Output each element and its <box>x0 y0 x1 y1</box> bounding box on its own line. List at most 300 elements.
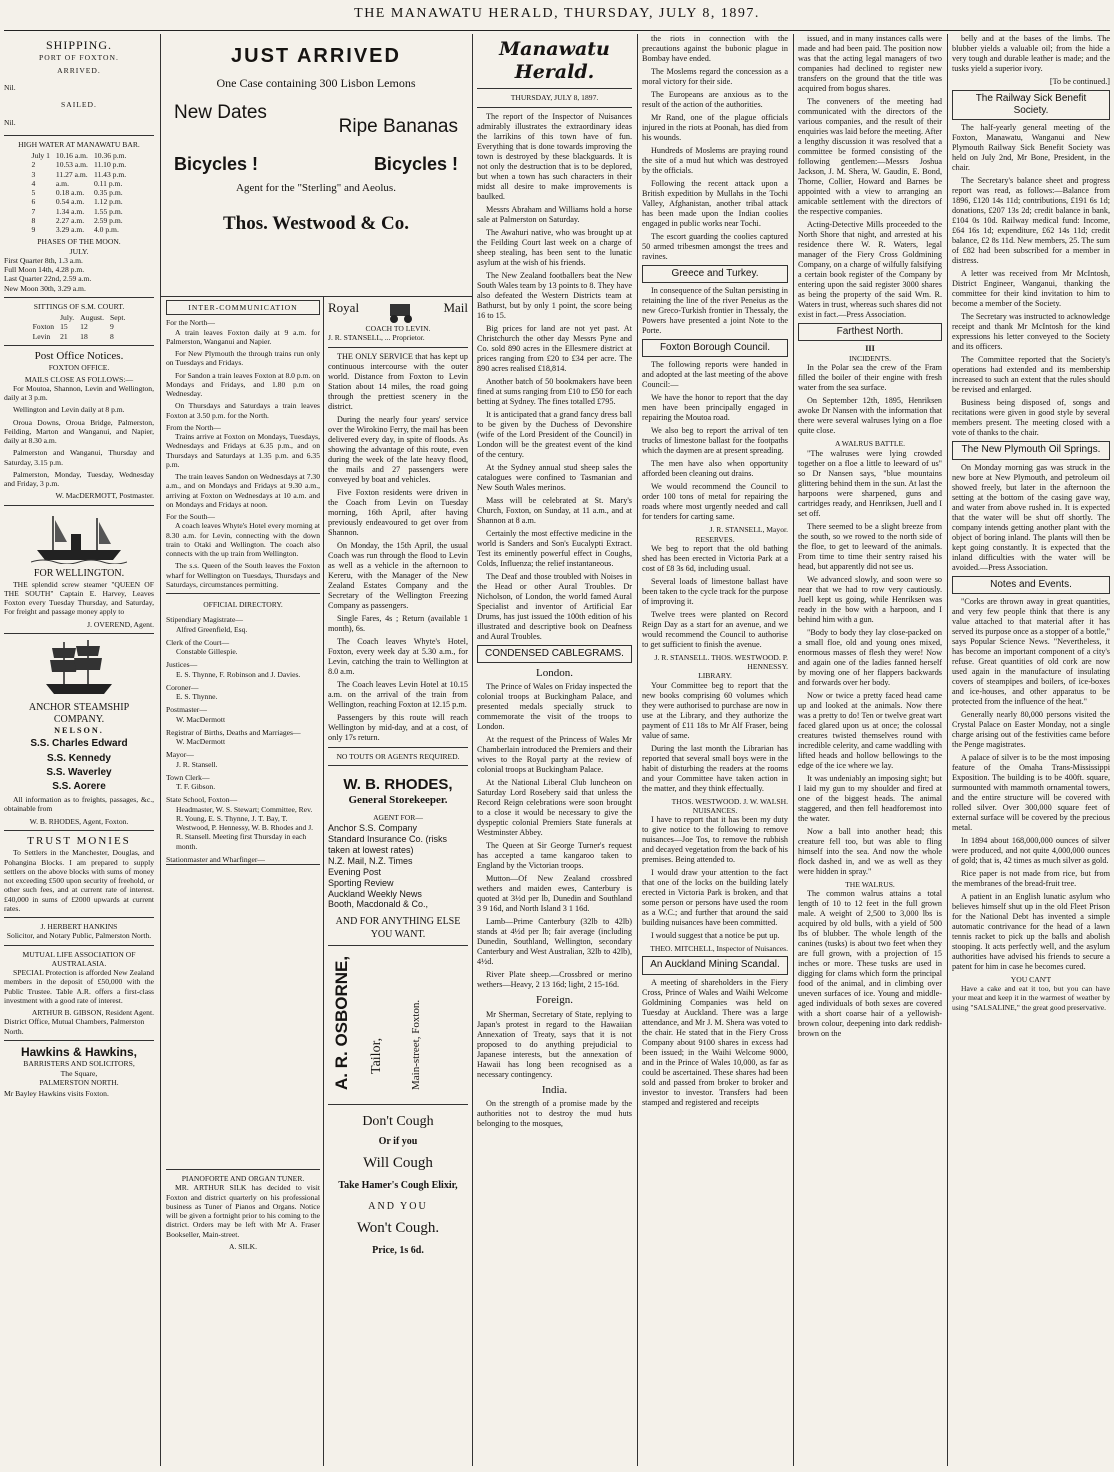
farthest-paragraphs <box>798 363 942 436</box>
coach-text <box>328 352 468 743</box>
agent-for: AGENT FOR— <box>373 813 423 823</box>
inter-heading: INTER-COMMUNICATION <box>166 300 320 315</box>
shipping-heading: SHIPPING. <box>45 38 112 52</box>
column-intercommunication <box>166 300 320 1466</box>
railway-paragraph: A letter was received from Mr McIntosh, District Engineer, Wanganui, thanking the committee for their kind invitation to him to become a member of the Society. <box>952 269 1110 309</box>
editorial-paragraph: The Deaf and those troubled with Noises in the Head or other Aural Troubles. Dr Nicholson, of London, the world famed Aural Specialist and inventor of Artificial Ear Drums, has just issued the 100th edition of his illustrated and descriptive book on Deafness and Aural Troubles. <box>477 571 632 641</box>
high-water-row-cell: 11.43 p.m. <box>93 169 127 179</box>
agency-item: Auckland Weekly News <box>328 888 422 899</box>
sailed-label: SAILED. <box>61 100 97 110</box>
column-shipping <box>4 34 154 1466</box>
paper-date: THURSDAY, JULY 8, 1897. <box>510 93 599 103</box>
storekeeper-line: General Storekeeper. <box>348 794 448 807</box>
moon-phase: New Moon 30th, 3.29 a.m. <box>4 283 86 293</box>
oil-heading: The New Plymouth Oil Springs. <box>952 441 1110 459</box>
touts-line: NO TOUTS OR AGENTS REQUIRED. <box>336 751 460 761</box>
hawkins-square: The Square, <box>60 1068 98 1078</box>
reserves-heading: RESERVES. <box>695 534 735 544</box>
directory-list <box>166 615 320 851</box>
foreign-heading: Foreign. <box>536 994 573 1007</box>
piano-heading: PIANOFORTE AND ORGAN TUNER. <box>181 1174 305 1183</box>
high-water-row <box>29 216 130 225</box>
mail-time: Palmerston and Wanganui, Thursday and Saturday, 3.15 p.m. <box>4 448 154 467</box>
sailed-value: Nil. <box>4 117 16 127</box>
reserves-paragraph: We beg to report that the old bathing shed has been erected in Victoria Park at a cost of £8 3s 6d, including usual. <box>642 543 788 573</box>
council-paragraphs <box>642 360 788 522</box>
high-water-row-cell: 11.27 a.m. <box>55 169 88 179</box>
london-paragraph: At the request of the Princess of Wales Mr Chamberlain introduced the Premiers and their wives to the Royal party at the review of colonial troops at Buckingham Palace. <box>477 735 632 775</box>
railway-paragraph: The Secretary's balance sheet and progress report was read, as follows:—Balance from 1896, £120 14s 11d; contributions, £191 6s 1d; donations, £207 13s 2d; credit balance in bank, £104 0s 10d. Railway medical fund: Income, £64 16s 1d; expenditure, £62 14s 11d; credit balance, £2 8s 11d. New members, 25. The sum of £82 had been subscribed for a member in distress. <box>952 176 1110 266</box>
london-paragraph: The Prince of Wales on Friday inspected the colonial troops at Buckingham Palace, and presented medals specially struck to commemorate the visit of the troops to London. <box>477 682 632 732</box>
court-row <box>30 322 129 331</box>
agency-item: Standard Insurance Co. (risks taken at lowest rates) <box>328 833 448 855</box>
mail-times <box>4 384 154 489</box>
court-row-cell: 8 <box>110 331 114 341</box>
high-water-row-cell: 10.53 a.m. <box>55 160 88 170</box>
coach-paragraph: THE ONLY SERVICE that has kept up continuous intercourse with the outer world. Distance from Foxton to Levin Station about 14 miles, the road going through the prettiest scenery in the district. <box>328 351 468 411</box>
directory-heading: OFFICIAL DIRECTORY. <box>203 600 283 609</box>
gibson-sign: ARTHUR B. GIBSON, Resident Agent. <box>31 1008 154 1017</box>
london-paragraph: The Queen at Sir George Turner's request has accepted a tame kangaroo taken to England by the Victorian troops. <box>477 841 632 871</box>
high-water-row-cell: 0.35 p.m. <box>93 188 123 198</box>
cant-text: Have a cake and eat it too, but you can have your meat and keep it in the warmest of weather by using "SALSALINE," the great good preservative. <box>952 984 1110 1012</box>
nuisances-paragraphs <box>642 815 788 941</box>
column-divider <box>947 34 948 1466</box>
high-water-row-cell: 2 <box>31 160 36 170</box>
silk-sign: A. SILK. <box>228 1241 258 1251</box>
hawkins-sub: BARRISTERS AND SOLICITORS, <box>23 1059 135 1069</box>
dates-line: New Dates <box>174 102 267 124</box>
oil-text: On Monday morning gas was struck in the new bore at New Plymouth, and petroleum oil showed freely, but later in the afternoon the setting at the bottom of the casing gave way, and water from above rushed in. It is expected that the water will be shut off shortly. The company intends getting another plant with the object of boring inland. The plants will then be kept going constantly. It is expected that the inland difficulties with the water will be avoided.—Press Association. <box>952 462 1110 572</box>
ship-name: S.S. Waverley <box>46 766 112 778</box>
railway-paragraph: The Committee reported that the Society's operations had extended and its membership increased to such an extent that the rules should be revised and enlarged. <box>952 355 1110 395</box>
news-paragraph: The conveners of the meeting had communicated with the directors of the various companies, and the result of their enquiries was laid before the meeting. After a lengthy discussion it was resolved that a committee be formed consisting of the following gentlemen:—Messrs Joshua Jackson, J. M. Shera, W. Gaudin, E. Bond, Thorne, Collier, Howard and Barnes be appointed with a view to arranging an amicable settlement with the directors of the respective companies. <box>798 97 942 216</box>
ships-list <box>4 738 154 793</box>
high-water-row-cell: a.m. <box>55 178 69 188</box>
high-water-row-cell: 10.36 p.m. <box>93 151 127 161</box>
greece-text: In consequence of the Sultan persisting in retaining the line of the river Peneius as the new Greco-Turkish frontier in Thessaly, the Powers have presented a joint Note to the Porte. <box>642 286 788 336</box>
wellington-sign: J. OVEREND, Agent. <box>87 619 154 629</box>
coach-paragraph: Five Foxton residents were driven in the Coach from Levin on Tuesday morning, 16th April, after having previously endeavoured to get over from Shannon. <box>328 487 468 537</box>
london-paragraph: At the National Liberal Club luncheon on Saturday Lord Rosebery said that unless the Record Reign celebrations were soon brought to a close it would be necessary to give the dyspeptic colonial Premiers State funerals at Westminster Abbey. <box>477 778 632 838</box>
council-sign: J. R. STANSELL, Mayor. <box>709 525 788 535</box>
court-row-cell: 18 <box>80 331 88 341</box>
directory-holder: E. S. Thynne, F. Robinson and J. Davies. <box>176 669 301 679</box>
high-water-row-cell: 1.12 p.m. <box>93 197 123 207</box>
high-water-row <box>29 225 130 234</box>
train-note: For Sandon a train leaves Foxton at 8.0 p.m. on Mondays and Fridays, and 1.80 p.m on Wednesday. <box>166 370 320 398</box>
wont-cough: Won't Cough. <box>356 1219 440 1236</box>
south-heading: For the South— <box>166 512 215 521</box>
coach-paragraph: Single Fares, 4s ; Return (available 1 month), 6s. <box>328 613 468 633</box>
osborne-ad <box>328 950 468 1100</box>
cablegrams-heading: CONDENSED CABLEGRAMS. <box>477 645 632 663</box>
reserves-paragraphs <box>642 544 788 650</box>
directory-office: Postmaster— <box>166 705 207 715</box>
directory-holder: T. F. Gibson. <box>176 782 216 791</box>
walrus-paragraph: belly and at the bases of the limbs. The blubber yields a valuable oil; from the hide a very tough and durable leather is made; and the tusks yield a superior ivory. <box>952 34 1110 73</box>
high-water-row <box>29 151 130 160</box>
court-row-cell: 12 <box>80 322 88 332</box>
notes-paragraph: A palace of silver is to be the most imposing feature of the Omaha Trans-Mississippi Exposition. The building is to be 400ft. square, surmounted with mammoth ornamental towers, and the entire structure will be covered with rolled silver. Over 300,000 square feet of external surface will be covered by the precious metal. <box>952 752 1110 832</box>
high-water-row-cell: 0.18 a.m. <box>55 188 85 198</box>
library-heading: LIBRARY. <box>698 671 732 681</box>
moon-month: JULY. <box>69 246 89 256</box>
high-water-row-cell: 2.59 p.m. <box>93 215 123 225</box>
masthead-rule <box>4 30 1110 31</box>
ad-rule <box>160 296 472 297</box>
editorial-paragraph: Messrs Abraham and Williams hold a horse sale at Palmerston on Saturday. <box>477 204 632 224</box>
column-coach <box>328 300 468 1466</box>
just-arrived-heading: JUST ARRIVED <box>231 45 401 67</box>
agency-item: Anchor S.S. Company <box>328 822 418 833</box>
battle-paragraph: It was undeniably an imposing sight; but I laid my gun to my shoulder and fired at one of the biggest heads. The animal staggered, and then fell headforemost into the water. <box>798 773 942 823</box>
moon-heading: PHASES OF THE MOON. <box>37 237 121 247</box>
high-water-row-cell: 1.34 a.m. <box>55 206 85 216</box>
foreign-text: Mr Sherman, Secretary of State, replying to Japan's protest in regard to the Hawaiian Annexation of Treaty, says that it is not proposed to do anything prejudicial to Japanese interests, but the annexation of Hawaii has long been recognised as a necessary contingency. <box>477 1009 632 1079</box>
hawkins-heading: Hawkins & Hawkins, <box>20 1044 138 1059</box>
will-cough: Will Cough <box>363 1155 433 1172</box>
railway-paragraph: Business being disposed of, songs and recitations were given in good style by several members present. The meeting closed with a vote of thanks to the chair. <box>952 398 1110 438</box>
sailing-ship-icon <box>44 638 114 698</box>
and-you: AND YOU <box>368 1200 428 1212</box>
stationmaster-label: Stationmaster and Wharfinger— <box>166 855 320 865</box>
court-header <box>30 313 129 322</box>
coach-icon <box>386 300 416 324</box>
agency-item: Booth, Macdonald & Co., <box>328 899 429 910</box>
news-paragraph: the riots in connection with the precautions against the bubonic plague in Bombay have ended. <box>642 34 788 63</box>
train-note: Trains arrive at Foxton on Mondays, Tuesdays, Wednesdays and Fridays at 6.35 p.m., and on Thursdays and Saturdays at 1.35 p.m. and 6.35 p.m. <box>166 432 320 469</box>
railway-paragraph: The half-yearly general meeting of the Foxton, Manawatu, Wanganui and New Plymouth Railway Sick Benefit Society was held on July 2nd, Mr Bone, President, in the chair. <box>952 123 1110 173</box>
high-water-row <box>29 197 130 206</box>
anchor-text: All information as to freights, passages, &c., obtainable from <box>4 795 154 814</box>
news-paragraph: Acting-Detective Mills proceeded to the North Shore that night, and arrested at his residence there W. R. Waters, legal manager of the Fiery Cross Goldmining Company, on a charge of wilfully falsifying a certain book register of the Company by entering upon the said register 3000 shares as being the property of the said Wm. R. Waters in trust, whereas such shares did not exist in fact.—Press Association. <box>798 220 942 319</box>
railway-paragraph: The Secretary was instructed to acknowledge receipt and thank Mr McIntosh for the kind expressions his letter conveyed to the Society and its officers. <box>952 312 1110 352</box>
india-text: On the strength of a promise made by the authorities not to destroy the mud huts belonging to the mosques, <box>477 1099 632 1128</box>
court-row-cell: 9 <box>110 322 114 332</box>
hankins-name: J. HERBERT HANKINS <box>40 922 118 931</box>
south-list <box>166 521 320 589</box>
high-water-row-cell: 4.0 p.m. <box>93 225 119 235</box>
editorial-paragraph: Certainly the most effective medicine in the world is Sanders and Son's Eucalypti Extract. Test its eminently powerful effect in Coughs, Colds, Influenza; the relief instantaneous. <box>477 528 632 568</box>
hawkins-town: PALMERSTON NORTH. <box>39 1077 119 1087</box>
reserves-paragraph: Twelve trees were planted on Record Reign Day as a start for an avenue, and we would recommend the Council to authorise to get sufficient to finish the avenue. <box>642 609 788 649</box>
bananas-line: Ripe Bananas <box>338 116 458 138</box>
mail-word: Mail <box>443 300 468 315</box>
column-editorial <box>477 34 632 1466</box>
osborne-street: Main-street, Foxton. <box>410 999 422 1090</box>
incidents-heading: INCIDENTS. <box>849 354 891 364</box>
editorial-paragraph: Mass will be celebrated at St. Mary's Church, Foxton, on Sunday, at 11 a.m., and at Shannon at 8 a.m. <box>477 495 632 525</box>
news-paragraph: issued, and in many instances calls were made and had been paid. The position now was that the acting legal managers of two companies had declined to register new transfers on the ground that the title was acquired from bogus shares. <box>798 34 942 93</box>
battle-paragraph: "The walruses were lying crowded together on a floe a little to leeward of us" so Dr Nansen says, "blue mountains glittering behind them in the sun. At last the harpoons were sharpened, guns and cartridges ready, and Henriksen, Juell and I set off. <box>798 448 942 518</box>
court-heading: SITTINGS OF S.M. COURT. <box>33 301 125 311</box>
cant-heading: YOU CAN'T <box>1010 974 1052 984</box>
hawkins-visit: Mr Bayley Hawkins visits Foxton. <box>4 1089 109 1099</box>
council-paragraph: We also beg to report the arrival of ten trucks of limestone ballast for the footpaths which the daymen are at present spreading. <box>642 426 788 456</box>
notes-paragraph: "Corks are thrown away in great quantities, and very few people think that there is any value attached to that material after it has served its purpose once as a stopper of a bottle," says Popular Science News. "Nevertheless, it has become an important component of a city's refuse. Great quantities of old cork are now used again in the manufacture of insulating covers of steampipes and boilers, of ice-boxes and ice-houses, and other apparatus to be protected from the influence of the heat." <box>952 596 1110 706</box>
battle-paragraphs <box>798 449 942 877</box>
moon-phases <box>4 256 154 293</box>
north-list <box>166 328 320 420</box>
greece-heading: Greece and Turkey. <box>642 265 788 283</box>
agency-list <box>328 823 468 911</box>
train-note: On Thursdays and Saturdays a train leaves Foxton at 3.50 p.m. for the North. <box>166 401 320 420</box>
page-masthead: THE MANAWATU HERALD, THURSDAY, JULY 8, 1897. <box>354 6 760 21</box>
reserves-sign: J. R. STANSELL. THOS. WESTWOOD. P. HENNESSY. <box>654 652 788 672</box>
news-paragraph: The Europeans are anxious as to the result of the action of the authorities. <box>642 90 788 109</box>
directory-holder: W. MacDermott <box>176 737 226 746</box>
railway-paragraphs <box>952 123 1110 438</box>
trust-text: To Settlers in the Manchester, Douglas, and Pohangina Blocks. I am prepared to supply settlers on the above blocks with sums of money not exceeding £500 upon security of freehold, or other such fees, and at current rate of interest. £40,000 in sums of £2000 upwards at current rates. <box>4 848 154 913</box>
library-paragraphs <box>642 681 788 794</box>
moon-phase: Full Moon 14th, 4.28 p.m. <box>4 265 85 275</box>
nuisances-heading: NUISANCES. <box>692 805 738 815</box>
rhodes-heading: W. B. RHODES, <box>343 775 453 793</box>
price-line: Price, 1s 6d. <box>372 1245 424 1257</box>
mail-time: Oroua Downs, Oroua Bridge, Palmerston, Feilding, Marton and Wanganui, and Napier, daily at 8.30 a.m. <box>4 417 154 446</box>
notes-paragraph: A patient in an English lunatic asylum who believes himself shut up in the old Fleet Prison for the National Debt has invented a simple automatic contrivance for the head of a lawn tennis racket to pick up the balls and abolish stooping. It acts perfectly well, and the asylum authorities have advised his friends to secure a patent for him in case he becomes cured. <box>952 891 1110 971</box>
high-water-row <box>29 179 130 188</box>
battle-paragraph: Now or twice a pretty faced head came up and looked at the animals. Now there was a pretty to do! Ten or twelve great wart faced glared upon us at once; the colossal creatures twisted themselves round with incredible celerity, and came waddling with lifted heads and hollow bellowings to the edge of the ice where we lay. <box>798 690 942 770</box>
court-row-cell: Levin <box>32 331 51 341</box>
editorial-paragraph: Another batch of 50 bookmakers have been fined at sums ranging from £10 to £50 for each betting at Sydney. The fines totalled £795. <box>477 376 632 406</box>
or-if-you: Or if you <box>378 1135 418 1147</box>
auckland-continued <box>798 34 942 320</box>
editorial-paragraph: At the Sydney annual stud sheep sales the catalogues were confined to Tasmanian and New South Wales merinos. <box>477 462 632 492</box>
ship-name: S.S. Aorere <box>52 780 106 792</box>
london-paragraph: River Plate sheep.—Crossbred or merino wethers—Heavy, 2 13 16d; light, 2 15-16d. <box>477 970 632 990</box>
news-paragraph: Hundreds of Moslems are praying round the site of a mud hut which was destroyed by the officials. <box>642 146 788 175</box>
court-row <box>30 332 129 341</box>
nuisances-paragraph: I would suggest that a notice be put up. <box>651 931 780 941</box>
directory-office: Clerk of the Court— <box>166 637 230 647</box>
nuisances-sign: THEO. MITCHELL, Inspector of Nuisances. <box>650 944 788 954</box>
coach-note: The s.s. Queen of the South leaves the Foxton wharf for Wellington on Tuesdays, Thursdays and Saturdays, circumstances permitting. <box>166 561 320 589</box>
court-row-cell: Foxton <box>32 322 55 332</box>
moon-phase: Last Quarter 22nd, 2.59 a.m. <box>4 274 92 284</box>
council-paragraph: The men have also when opportunity afforded been cleaning out drains. <box>642 459 788 479</box>
hamer-elixir: Take Hamer's Cough Elixir, <box>338 1180 458 1192</box>
coach-proprietor: J. R. STANSELL, ... Proprietor. <box>328 333 425 343</box>
high-water-table <box>29 151 130 234</box>
high-water-row-cell: 7 <box>31 206 36 216</box>
london-paragraph: Mutton—Of New Zealand crossbred wethers and maiden ewes, Canterbury is quoted at 3½d per lb, Dunedin and Southland 3 9 16d, and North Island 3 1 16d. <box>477 874 632 914</box>
auckland-text: A meeting of shareholders in the Fiery Cross, Prince of Wales and Waihi Welcome Goldmining Companies was held on Tuesday at Auckland. There was a large attendance, and Mr J. M. Shera was voted to the chair. He stated that in the Fiery Cross Company about 9100 shares in excess had been issued; in the Waihi Welcome 9000, and in the Prince of Wales 10,000, as far as could be ascertained. These shares had been sold and passed from broker to broker and investor to investor. Transfers had been stamped and registered and receipts <box>642 977 788 1107</box>
auckland-heading: An Auckland Mining Scandal. <box>642 956 788 974</box>
london-paragraph: Lamb—Prime Canterbury (32lb to 42lb) stands at 4½d per lb; fair average (including Dunedin, Southland, Wellington, secondary Canterbury and West Australian, 32lb to 42lb), 4½d. <box>477 917 632 967</box>
wellington-text: THE splendid screw steamer "QUEEN OF THE SOUTH" Captain E. Harvey, Leaves Foxton every Tuesday Thursday, and Saturday, For freight and passage money apply to <box>4 579 154 617</box>
court-header-cell: August. <box>80 313 105 323</box>
london-heading: London. <box>536 666 573 679</box>
directory-holder: J. R. Stansell. <box>176 759 218 769</box>
news-paragraph: The escort guarding the coolies captured 50 armed tribesmen amongst the trees and ravines. <box>642 232 788 261</box>
coach-paragraph: On Monday, the 15th April, the usual Coach was run through the flood to Levin as well as a vehicle in the afternoon to Kereru, with the Manager of the New Zealand Estates Company and the Secretary of the Wellington Freezing Company as passengers. <box>328 540 468 610</box>
train-note: The train leaves Sandon on Wednesdays at 7.30 a.m., and on Mondays and Fridays at 9.30 a.m., arriving at Foxton on Wednesdays at 10 a.m. and on Mondays and Fridays at noon. <box>166 472 320 509</box>
walrus-continued <box>952 34 1110 74</box>
india-heading: India. <box>541 1083 568 1096</box>
arrived-label: ARRIVED. <box>57 65 101 75</box>
anchor-heading: ANCHOR STEAMSHIP COMPANY. <box>28 701 130 726</box>
high-water-row <box>29 160 130 169</box>
silk-text: MR. ARTHUR SILK has decided to visit Foxton and district quarterly on his professional business as Tuner of Pianos and Organs. Notice will be given a fortnight prior to his coming to the district. Orders may be left with Mr A. Fraser Bookseller, Main-street. <box>166 1183 320 1239</box>
coach-paragraph: The Coach leaves Levin Hotel at 10.15 a.m. on the arrival of the train from Wellington, reaching Foxton at 12.15 p.m. <box>328 679 468 709</box>
steamship-illustration <box>4 638 154 698</box>
lemons-line: One Case containing 300 Lisbon Lemons <box>216 76 416 91</box>
london-paragraphs <box>477 682 632 990</box>
dont-cough: Don't Cough <box>362 1113 434 1129</box>
high-water-row-cell: 3 <box>31 169 36 179</box>
editorial-paragraph: The Awahuri native, who was brought up at the Feilding Court last week on a charge of sheep stealing, has been sent to the lunatic asylum at the wish of his friends. <box>477 227 632 267</box>
editorial-paragraphs <box>477 112 632 642</box>
notes-heading: Notes and Events. <box>952 576 1110 594</box>
osborne-tailor: Tailor, <box>369 1037 384 1074</box>
battle-paragraph: Now a ball into another head; this creature fell too, but was able to fling himself into the sea. And now the whole flock dashed in, and we as well as they were hidden in spray." <box>798 826 942 876</box>
agency-item: Evening Post <box>328 866 382 877</box>
ship-name: S.S. Kennedy <box>47 752 111 764</box>
from-north-list <box>166 432 320 509</box>
coach-paragraph: Passengers by this route will reach Wellington by mid-day, and at a cost, of only 17s return. <box>328 712 468 742</box>
directory-office: Coroner— <box>166 682 199 692</box>
court-row-cell: 21 <box>60 331 68 341</box>
notes-paragraph: In 1894 about 168,000,000 ounces of silver were produced, and not quite 4,000,000 ounces of gold; that is, 42 times as much silver as gold. <box>952 835 1110 865</box>
farthest-heading: Farthest North. <box>798 323 942 341</box>
council-paragraph: We have the honor to report that the day men have been principally engaged in repairing the Moutoa road. <box>642 393 788 423</box>
continued-note: [To be continued.] <box>1049 77 1110 86</box>
column-divider <box>793 34 794 1466</box>
paper-title: Manawatu Herald. <box>499 38 610 84</box>
editorial-paragraph: The New Zealand footballers beat the New South Wales team by 13 points to 8. They have also defeated the Western Districts team at Bathurst, but by only 1 point, the score being 16 to 15. <box>477 270 632 320</box>
steamer-illustration <box>4 510 154 564</box>
library-paragraph: Your Committee beg to report that the new books comprising 60 volumes which they were authorised to purchase are now in use at the Library, and they authorize the payment of £11 18s to Mr Alf Fraser, being value of same. <box>642 680 788 740</box>
high-water-row-cell: 9 <box>31 225 36 235</box>
battle-paragraph: We advanced slowly, and soon were so near that we had to row very cautiously. Juell kept us going, while Henriksen was ready in the bow with a harpoon, and I behind him with a gun. <box>798 574 942 624</box>
walrus-text: The common walrus attains a total length of 10 to 12 feet in the full grown male. A weight of 2,500 to 3,000 lbs is acquired by old bulls, with a yield of 500 lbs of blubber. The whole length of the canines (tusks) is about two feet when they are full grown, with a projection of 15 inches or more. These tusks are used in digging for clams which form the principal food of the animal, and in climbing over uneven surfaces of ice. Young and middle-aged individuals of both sexes are covered with a short coarse hair of a yellowish-brown colour, deepening into dark reddish-brown on the <box>798 888 942 1038</box>
mail-time: Wellington and Levin daily at 8 p.m. <box>13 405 125 415</box>
directory-office: Stipendiary Magistrate— <box>166 615 243 625</box>
directory-holder: E. S. Thynne. <box>176 692 218 701</box>
anchor-sign: W. B. RHODES, Agent, Foxton. <box>29 816 129 826</box>
post-office-heading: Post Office Notices. <box>34 349 124 362</box>
coach-paragraph: During the nearly four years' service over the Wirokino Ferry, the mail has been delivered every day, in spite of floods. As showing the advantage of this route, even during the week of the late heavy flood, the mails and 27 passengers were conveyed by boat and vehicles. <box>328 414 468 484</box>
notes-paragraphs <box>952 597 1110 972</box>
bicycles-left: Bicycles ! <box>174 154 259 175</box>
court-table <box>30 313 129 341</box>
post-office-sub: FOXTON OFFICE. <box>48 363 110 373</box>
port-heading: PORT OF FOXTON. <box>39 52 119 62</box>
high-water-row-cell: 3.29 a.m. <box>55 225 85 235</box>
column-news <box>642 34 788 1466</box>
high-water-row-cell: 0.54 a.m. <box>55 197 85 207</box>
westwood-line: Thos. Westwood & Co. <box>223 212 409 234</box>
column-divider <box>160 34 161 1466</box>
farthest-paragraph: On September 12th, 1895, Henriksen awoke Dr Nansen with the information that there were several walruses lying on a floe quite close. <box>798 396 942 436</box>
train-note: For New Plymouth the through trains run only on Tuesdays and Fridays. <box>166 349 320 368</box>
coach-paragraph: The Coach leaves Whyte's Hotel, Foxton, every week day at 5.30 a.m., for Levin, catching the train to Wellington at 8.0 a.m. <box>328 636 468 676</box>
walrus-battle-heading: A WALRUS BATTLE. <box>834 439 906 449</box>
directory-office: Registrar of Births, Deaths and Marriages— <box>166 727 301 737</box>
trust-heading: TRUST MONIES <box>27 834 131 847</box>
directory-office: State School, Foxton— <box>166 795 238 805</box>
nuisances-paragraph: I have to report that it has been my duty to give notice to the following to remove nuisances—Joe Tos, to remove the rubbish and decayed vegetation from the back of his premises. Being attended to. <box>642 815 788 865</box>
osborne-name: A. R. OSBORNE, <box>332 955 351 1090</box>
farthest-part: III <box>865 344 875 354</box>
train-note: A train leaves Foxton daily at 9 a.m. for Palmerston, Wanganui and Napier. <box>166 327 320 346</box>
north-heading: For the North— <box>166 318 215 328</box>
mutual-text: SPECIAL Protection is afforded New Zealand members in the deposit of £50,000 with the Public Trustee. Table A.R. offers a first-class investment with a good rate of interest. <box>4 968 154 1005</box>
nuisances-paragraph: I would draw your attention to the fact that one of the locks on the building lately erected in Victoria Park is broken, and that some person or persons have used the room as a W.C.; and further that around the said building nuisances have been committed. <box>642 868 788 928</box>
directory-office: Town Clerk— <box>166 772 210 782</box>
directory-office: Justices— <box>166 660 198 670</box>
high-water-row <box>29 188 130 197</box>
news-paragraph: Mr Rand, one of the plague officials injured in the riots at Poonah, has died from his wounds. <box>642 113 788 142</box>
library-sign: THOS. WESTWOOD. J. W. WALSH. <box>671 796 788 806</box>
high-water-row-cell: 5 <box>31 188 36 198</box>
battle-paragraph: There seemed to be a slight breeze from the south, so we rowed to the north side of the floe, to get to leeward of the animals. From time to time their sentry raised his head, but apparently did not see us. <box>798 521 942 571</box>
high-water-row-cell: July 1 <box>31 151 50 161</box>
high-water-row-cell: 1.55 p.m. <box>93 206 123 216</box>
anything-line: AND FOR ANYTHING ELSE YOU WANT. <box>335 916 461 940</box>
coach-note: A coach leaves Whyte's Hotel every morning at 8.30 a.m. for Levin, connecting with the down train to Otaki and Wellington. The coach also connects with the up train from Wellington. <box>166 521 320 558</box>
royal-word: Royal <box>328 300 360 315</box>
gibson-address: District Office, Mutual Chambers, Palmerston North. <box>4 1017 145 1036</box>
column-divider <box>323 296 324 1466</box>
column-divider <box>637 34 638 1466</box>
column-features <box>798 34 942 1466</box>
council-heading: Foxton Borough Council. <box>642 339 788 357</box>
railway-heading: The Railway Sick Benefit Society. <box>952 90 1110 120</box>
editorial-paragraph: The report of the Inspector of Nuisances admirably illustrates the extraordinary ideas the larrikins of this town have of fun. Everything that is done towards improving the town is destroyed by these blackguards. It is not only the destruction that is to be deplored, but when a town has such characters in their midst all desire to make improvements is baulked. <box>477 111 632 201</box>
high-water-row-cell: 8 <box>31 215 36 225</box>
notes-paragraph: Rice paper is not made from rice, but from the membranes of the bread-fruit tree. <box>952 868 1110 888</box>
farthest-paragraph: In the Polar sea the crew of the Fram filled the boiler of their engine with fresh water from the sea surface. <box>798 363 942 393</box>
moon-phase: First Quarter 8th, 1.3 a.m. <box>4 255 83 265</box>
mutual-heading: MUTUAL LIFE ASSOCIATION OF AUSTRALASIA. <box>22 949 136 968</box>
library-paragraph: During the last month the Librarian has reported that several small boys were in the habit of disturbing the readers at the rooms and your Committee have taken action in the matter, and they think effectually. <box>642 743 788 793</box>
hankins-sub: Solicitor, and Notary Public, Palmerston North. <box>6 931 152 941</box>
royal-mail-heading <box>328 300 468 324</box>
ad-just-arrived <box>166 34 466 298</box>
high-water-row-cell: 4 <box>31 178 36 188</box>
agent-line: Agent for the "Sterling" and Aeolus. <box>236 182 396 195</box>
directory-holder: Constable Gillespie. <box>176 647 238 656</box>
column-divider <box>472 34 473 1466</box>
high-water-row <box>29 170 130 179</box>
editorial-paragraph: It is anticipated that a grand fancy dress ball to be given by the Duchess of Devonshire (wife of the Lord President of the Council) in London will be the greatest event of the kind of the century. <box>477 409 632 459</box>
india-continued <box>642 34 788 262</box>
news-paragraph: Following the recent attack upon a British expedition by Mullahs in the Tochi Valley, Afghanistan, another tribal attack has been made upon the Indian coolies engaged in public works near Tochi. <box>642 179 788 228</box>
coach-title: COACH TO LEVIN. <box>365 324 431 333</box>
nelson-label: NELSON. <box>54 726 104 736</box>
court-header-cell: Sept. <box>110 313 126 323</box>
steamer-icon <box>31 510 127 564</box>
high-water-row-cell: 6 <box>31 197 36 207</box>
council-paragraph: The following reports were handed in and adopted at the last meeting of the above Council:— <box>642 360 788 390</box>
high-water-row-cell: 2.27 a.m. <box>55 215 85 225</box>
bicycles-right: Bicycles ! <box>373 154 458 175</box>
high-water-row <box>29 207 130 216</box>
mails-heading: MAILS CLOSE AS FOLLOWS:— <box>24 374 134 384</box>
ship-name: S.S. Charles Edward <box>30 738 128 750</box>
agency-item: Sporting Review <box>328 877 394 888</box>
postmaster-sign: W. MacDERMOTT, Postmaster. <box>55 491 154 501</box>
court-header-cell: July. <box>60 313 75 323</box>
from-north-heading: From the North— <box>166 422 221 432</box>
arrived-value: Nil. <box>4 83 16 93</box>
mail-time: For Moutoa, Shannon, Levin and Wellington, daily at 3 p.m. <box>4 383 154 403</box>
directory-holder: Headmaster, W. S. Stewart; Committee, Rev. R. Young, E. S. Thynne, J. T. Bay, T. Westwood, P. Hennessy, W. B. Rhodes and J. R. Stansell. Meeting first Thursday in each month. <box>176 804 314 851</box>
mail-time: Palmerston, Monday, Tuesday, Wednesday and Friday, 3 p.m. <box>4 469 154 489</box>
